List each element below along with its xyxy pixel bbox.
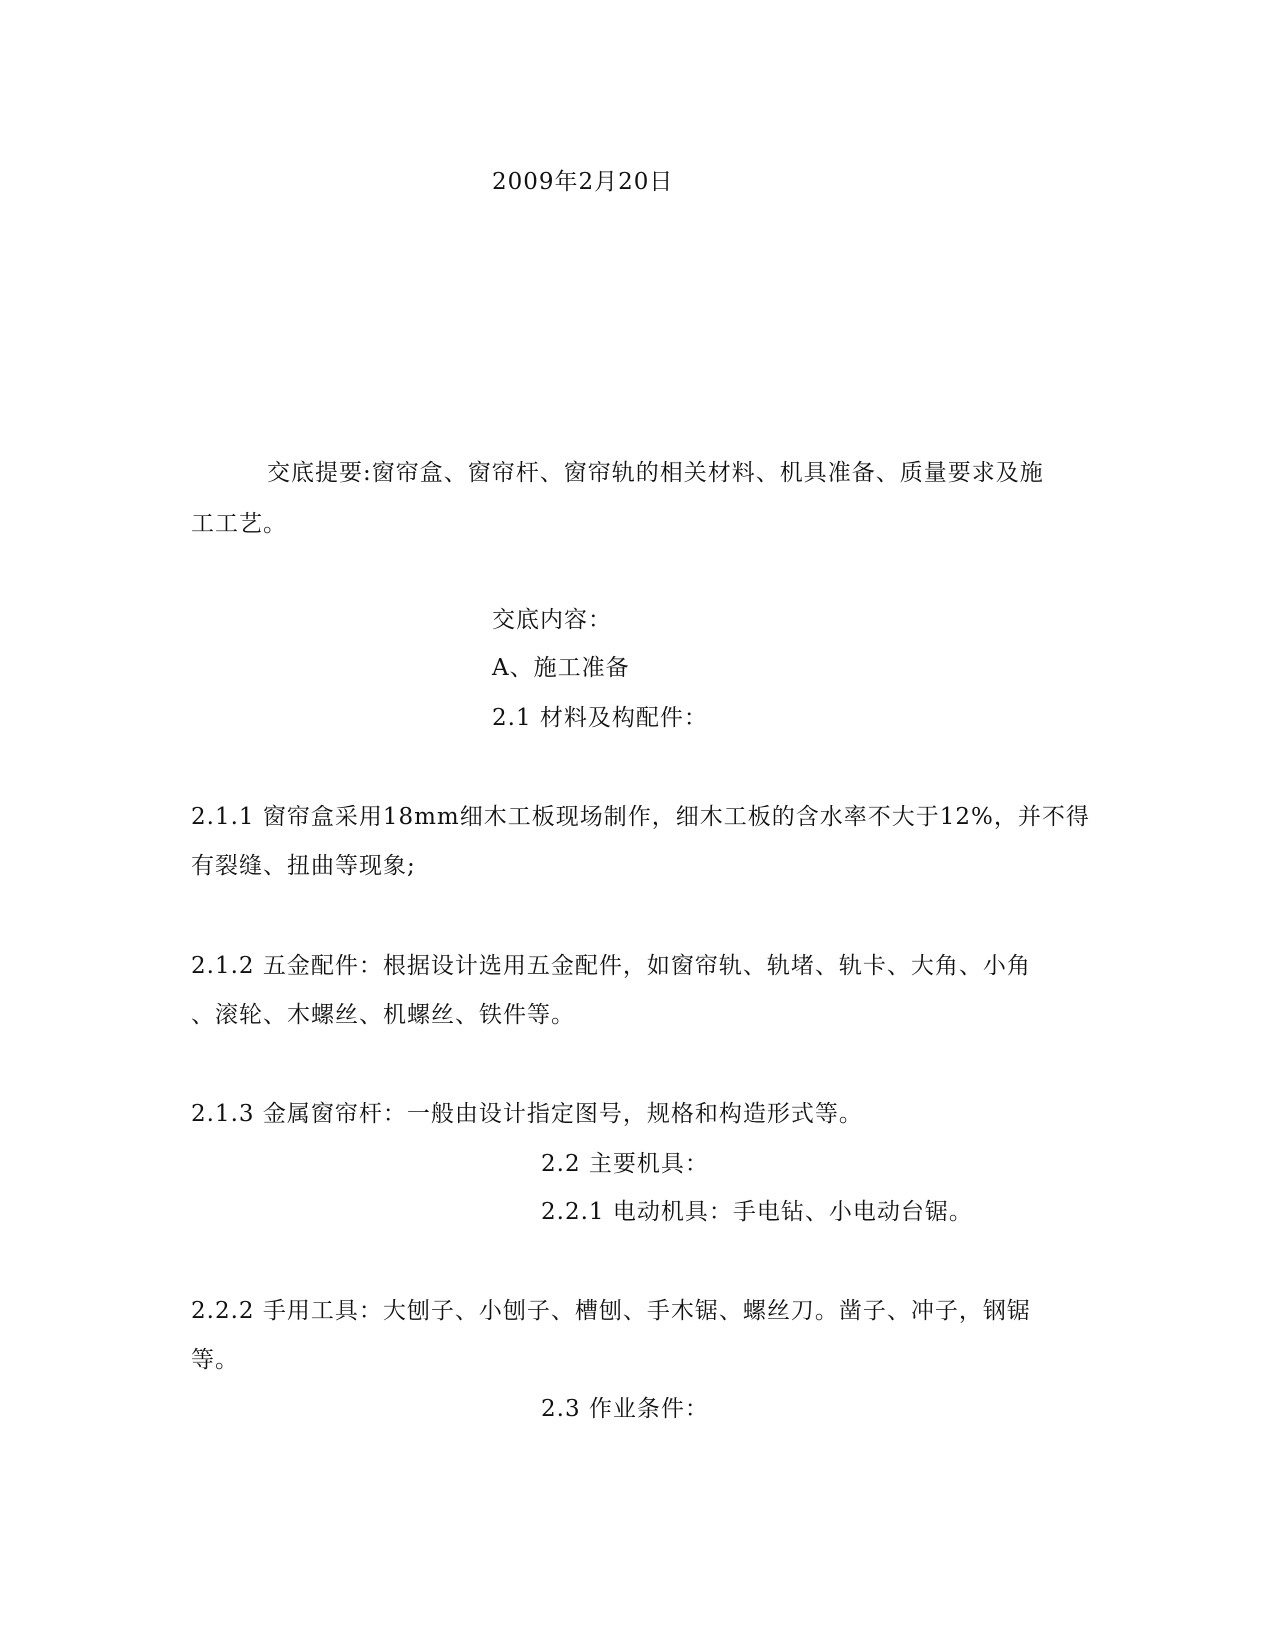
item-2-1-3: 2.1.3 金属窗帘杆：一般由设计指定图号，规格和构造形式等。 — [191, 1101, 863, 1127]
item-2-1-2-line-2: 、滚轮、木螺丝、机螺丝、铁件等。 — [191, 1002, 575, 1028]
item-2-2-2-line-2: 等。 — [191, 1347, 239, 1373]
section-2-3-heading: 2.3 作业条件： — [541, 1396, 709, 1422]
section-2-2-heading: 2.2 主要机具： — [541, 1151, 709, 1177]
document-date: 2009年2月20日 — [492, 169, 674, 195]
item-2-2-1: 2.2.1 电动机具：手电钻、小电动台锯。 — [541, 1199, 973, 1225]
summary-text-line-1: 交底提要:窗帘盒、窗帘杆、窗帘轨的相关材料、机具准备、质量要求及施 — [267, 460, 1044, 486]
item-2-2-2-line-1: 2.2.2 手用工具：大刨子、小刨子、槽刨、手木锯、螺丝刀。凿子、冲子，钢锯 — [191, 1298, 1031, 1324]
section-2-1-heading: 2.1 材料及构配件： — [492, 705, 708, 731]
item-2-1-1-line-2: 有裂缝、扭曲等现象; — [191, 853, 416, 879]
item-2-1-1-line-1: 2.1.1 窗帘盒采用18mm细木工板现场制作，细木工板的含水率不大于12%，并不得 — [191, 804, 1090, 830]
summary-text-line-2: 工工艺。 — [191, 511, 287, 537]
content-heading: 交底内容： — [492, 607, 612, 633]
item-2-1-2-line-1: 2.1.2 五金配件：根据设计选用五金配件，如窗帘轨、轨堵、轨卡、大角、小角 — [191, 953, 1031, 979]
section-a-heading: A、施工准备 — [492, 655, 630, 681]
